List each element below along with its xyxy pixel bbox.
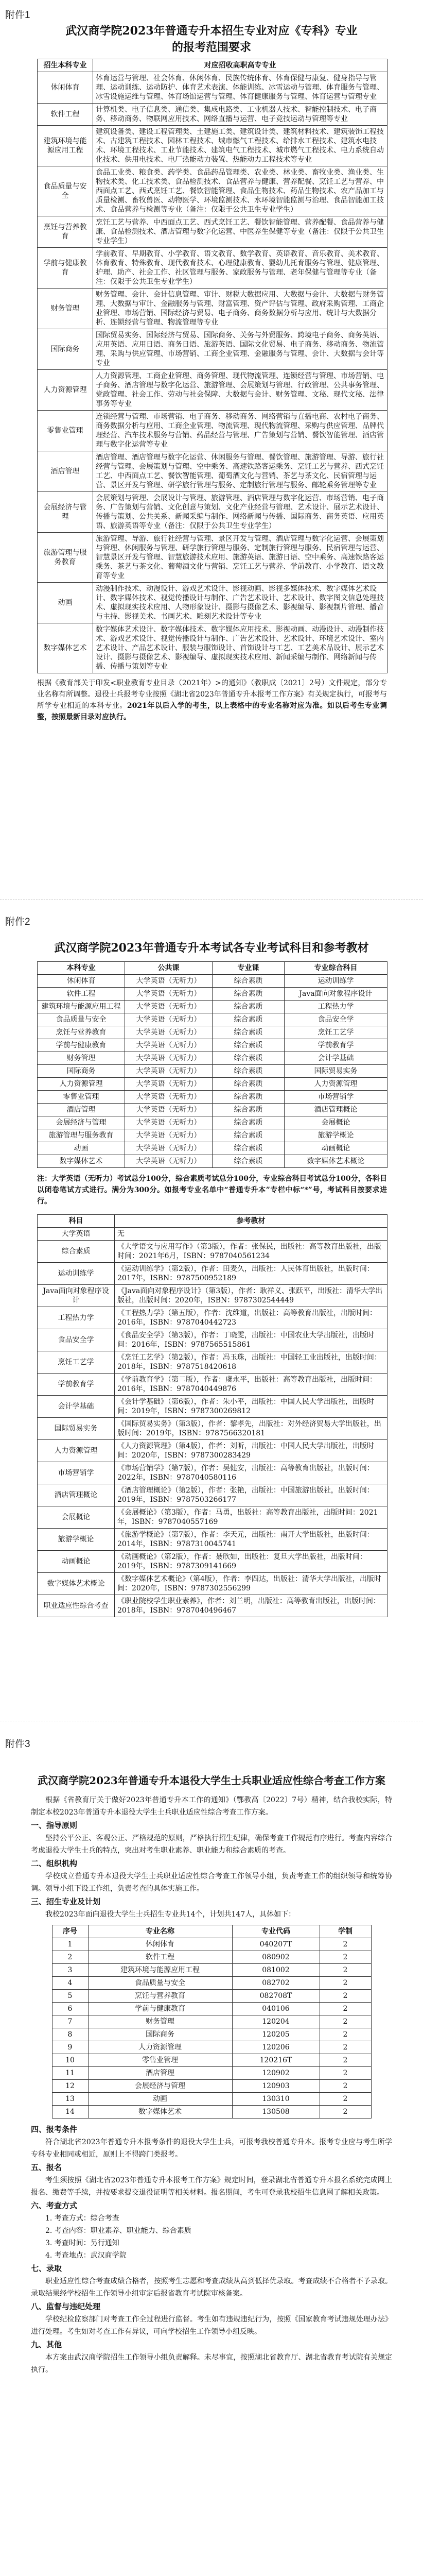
table-row (52, 2003, 371, 2015)
table-row (52, 1938, 371, 1951)
table-cell: 数字媒体艺术 (38, 1155, 125, 1168)
attachment-3-label: 附件3 (5, 1739, 30, 1750)
major-mapping-table (37, 59, 387, 673)
table-cell: 市场营销学 (285, 1091, 387, 1104)
doc3 (0, 1772, 423, 2376)
doc2-note-bold: 如报考专业名单中“普通专升本”专栏中标“*”号，考试科目按要求进行。 (37, 1186, 387, 1206)
table-cell: 动漫制作技术、动漫设计、游戏艺术设计、影视动画、影视多媒体技术、数字媒体艺术设计、数字媒体技术、视觉传播设计与制作、广告艺术设计、艺术设计、数字图文信息处理技术、虚拟现实技术应用、人物形象设计、摄影与摄像艺术、影视编导、影视制片管理、播音与主持、影视美术、书画艺术、雕刻艺术设计等专业 (93, 583, 387, 623)
table-cell: 会计学基础 (38, 1396, 115, 1418)
table-row (38, 1573, 387, 1595)
doc1-note (37, 677, 387, 723)
table-cell: 烹饪与营养教育 (38, 1026, 125, 1039)
table-row (52, 1951, 371, 1964)
table-row (52, 2093, 371, 2106)
table-cell: 人力资源管理 (38, 370, 93, 411)
table-cell: 《运动训练学》（第2版），作者：田麦久，出版社：人民体育出版社，出版时间：2017年，ISBN：9787500952189 (115, 1263, 387, 1285)
table-cell: 会展概论 (38, 1506, 115, 1529)
table-cell: 烹饪工艺学 (285, 1026, 387, 1039)
table-cell: 学前教育学 (38, 1374, 115, 1396)
table-cell: 《旅游学概论》（第7版），作者：李天元，出版社：南开大学出版社，出版时间：2014年，ISBN：9787310045741 (115, 1529, 387, 1551)
table-cell: 大学英语（无听力） (125, 1078, 213, 1091)
table-cell: 数字媒体艺术概论 (38, 1573, 115, 1595)
col-header: 对应招收高职高专专业 (93, 59, 387, 72)
table-cell: 零售业管理 (38, 1091, 125, 1104)
table-cell: 11 (52, 2067, 88, 2080)
table-cell: 2 (320, 1938, 371, 1951)
doc1-note-text: 根据《教育部关于印发<职业教育专业目录（2021年）>的通知》（教职成〔2021〕2号）文件规定，部分专业名称有所调整。退役士兵报考专业按照《湖北省2023年普通专升本报考工作方案》有关规定执行，可报考与所学专业相近的本科专业。 (37, 679, 387, 710)
table-cell: 1 (52, 1938, 88, 1951)
table-cell: 3 (52, 1964, 88, 1977)
table-cell: 2 (320, 1951, 371, 1964)
doc1-note-bold: 2021年以后入学的考生，以上表格中的专业名称对应为准。如以后考生专业调整，按照最新目录对应执行。 (37, 702, 387, 721)
table-cell: 2 (320, 1977, 371, 1990)
table-cell: 酒店管理概论 (285, 1104, 387, 1116)
table-cell: 大学英语 (38, 1228, 115, 1241)
table-cell: 无 (115, 1228, 387, 1241)
table-cell: 人力资源管理 (88, 2041, 232, 2054)
table-cell: 2 (52, 1951, 88, 1964)
table-cell: 会展概论 (285, 1116, 387, 1129)
table-cell: 财务管理 (88, 2015, 232, 2028)
doc1-subtitle: 的报考范围要求 (171, 41, 251, 54)
table-row (52, 2106, 371, 2119)
table-row (38, 248, 387, 289)
table-cell: 13 (52, 2093, 88, 2106)
paragraph: 4. 考查地点：武汉商学院 (45, 2251, 127, 2260)
table-cell: 国际贸易实务 (285, 1065, 387, 1078)
col-header: 学制 (320, 1925, 371, 1938)
section-heading: 五、报名 (31, 2163, 62, 2172)
table-cell: Java面向对象程序设计 (38, 1285, 115, 1307)
table-cell: 大学英语（无听力） (125, 1026, 213, 1039)
table-cell: 学前教育学 (285, 1039, 387, 1052)
table-row (38, 1155, 387, 1168)
table-row (52, 2054, 371, 2067)
table-row (38, 1241, 387, 1263)
table-cell: 《工程热力学》（第五版），作者：沈维道，出版社：高等教育出版社，出版时间：2016年，ISBN：9787040442723 (115, 1307, 387, 1329)
plan-table (52, 1925, 372, 2119)
col-header: 专业课 (213, 962, 285, 975)
table-cell: 大学英语（无听力） (125, 1065, 213, 1078)
table-cell: 软件工程 (88, 1951, 232, 1964)
table-cell: 4 (52, 1977, 88, 1990)
table-row (52, 2015, 371, 2028)
table-cell: 旅游管理与服务教育 (38, 533, 93, 583)
table-cell: 会展经济与管理 (38, 1116, 125, 1129)
table-row (52, 1990, 371, 2003)
section-heading: 一、指导原则 (31, 1821, 78, 1830)
table-cell: 大学英语（无听力） (125, 1142, 213, 1155)
doc2 (0, 940, 423, 1617)
table-row (38, 329, 387, 370)
table-cell: 食品质量与安全 (88, 1977, 232, 1990)
table-row (38, 1263, 387, 1285)
table-cell: 综合素质 (213, 1039, 285, 1052)
table-cell: 会展经济与管理 (38, 492, 93, 533)
table-cell: 综合素质 (213, 1078, 285, 1091)
table-cell: 8 (52, 2028, 88, 2041)
table-cell: 数字媒体艺术概论 (285, 1155, 387, 1168)
table-cell: 综合素质 (213, 988, 285, 1001)
paragraph: 学校纪检监察部门对考查工作全过程进行监督。考生如有违规违纪行为，按照《国家教育考试违规处理办法》进行处理。考生如对考查工作有异议，可向学校招生工作领导小组反映。 (31, 2315, 392, 2336)
doc2-note (37, 1173, 387, 1207)
table-cell: 大学英语（无听力） (125, 975, 213, 988)
table-cell: 酒店管理 (88, 2067, 232, 2080)
table-cell: 《会展概论》（第3版），作者：马勇，出版社：高等教育出版社，出版时间：2021年，ISBN：9787040557169 (115, 1506, 387, 1529)
doc1-title: 武汉商学院2023年普通专升本招生专业对应《专科》专业 (65, 24, 358, 38)
table-row (38, 988, 387, 1001)
table-cell: 会计学基础 (285, 1052, 387, 1065)
table-row (38, 1551, 387, 1573)
table-cell: 大学英语（无听力） (125, 1091, 213, 1104)
table-cell: 人力资源管理 (285, 1078, 387, 1091)
table-cell: 软件工程 (38, 988, 125, 1001)
table-cell: 数字媒体艺术 (88, 2106, 232, 2119)
table-cell: 连锁经营与管理、市场营销、电子商务、移动商务、网络营销与直播电商、农村电子商务、商务数据分析与应用、工商企业管理、物流管理、现代物流管理、采购与供应管理、品牌代理经营、汽车技术服务与营销、药品经营与管理、广告策划与营销、餐饮智能管理、酒店管理与数字化运营等专业 (93, 411, 387, 451)
table-cell: 数字媒体艺术设计、数字媒体技术、数字媒体应用技术、影视动画、动漫设计、动漫制作技术、游戏艺术设计、视觉传播设计与制作、广告艺术设计、艺术设计、环境艺术设计、室内艺术设计、产品艺术设计、服装与服饰设计、首饰设计与工艺、工艺美术品设计、展示艺术设计、摄影与摄像艺术、影视编导、虚拟现实技术应用、新闻采编与制作、网络新闻与传播、传播与策划等专业 (93, 623, 387, 673)
table-cell: 082702 (232, 1977, 320, 1990)
table-cell: 2 (320, 2054, 371, 2067)
col-header: 序号 (52, 1925, 88, 1938)
table-cell: 酒店管理 (38, 451, 93, 492)
table-cell: 大学英语（无听力） (125, 988, 213, 1001)
table-cell: 综合素质 (38, 1241, 115, 1263)
table-row (38, 975, 387, 988)
col-header: 参考教材 (115, 1215, 387, 1228)
table-cell: 综合素质 (213, 1155, 285, 1168)
attachment-1-label: 附件1 (5, 10, 30, 21)
table-cell: 职业适应性综合考查 (38, 1595, 115, 1617)
table-cell: 会展策划与管理、会展设计与管理、旅游管理、酒店管理与数字化运营、市场营销、电子商务、广告策划与营销、文化创意与策划、文化产业经营与管理、艺术设计、展示艺术设计、传播与策划、公共关系、新闻采编与制作、网络新闻与传播、国际商务、商务英语、应用英语、旅游英语等专业（备注：仅限于公共卫生专业学生） (93, 492, 387, 533)
table-cell: 动画 (38, 583, 93, 623)
table-cell: 130310 (232, 2093, 320, 2106)
table-cell: 动画概论 (285, 1142, 387, 1155)
table-cell: 动画 (88, 2093, 232, 2106)
table-cell: 综合素质 (213, 1001, 285, 1013)
table-row (38, 1039, 387, 1052)
table-cell: 学前与健康教育 (38, 1039, 125, 1052)
doc2-title: 武汉商学院2023年普通专升本考试各专业考试科目和参考教材 (54, 941, 369, 955)
table-row (38, 1329, 387, 1351)
table-cell: 体育运营与管理、社会体育、休闲体育、民族传统体育、体育保健与康复、健身指导与管理、运动训练、运动防护、体育艺术表演、体能训练、冰雪运动与管理、体育服务与管理、冰雪设施运维与管理、体育场馆运营与管理、体育健康服务与管理、体育运营与管理专业 (93, 72, 387, 104)
table-row (52, 2028, 371, 2041)
table-row (38, 1529, 387, 1551)
table-row (38, 1595, 387, 1617)
table-cell: 2 (320, 2106, 371, 2119)
table-cell: 国际商务 (88, 2028, 232, 2041)
table-row (38, 1396, 387, 1418)
table-row (38, 72, 387, 104)
table-row (38, 1374, 387, 1396)
table-row (38, 166, 387, 216)
table-row (38, 492, 387, 533)
table-cell: 2 (320, 2015, 371, 2028)
col-header: 招生本科专业 (38, 59, 93, 72)
table-row (38, 1091, 387, 1104)
table-cell: 国际商务 (38, 329, 93, 370)
table-row (38, 1001, 387, 1013)
table-cell: 市场营销学 (38, 1462, 115, 1484)
table-row (52, 1977, 371, 1990)
table-row (38, 1307, 387, 1329)
section-heading: 二、组织机构 (31, 1859, 78, 1868)
table-cell: 旅游学概论 (38, 1529, 115, 1551)
table-cell: 综合素质 (213, 1091, 285, 1104)
table-cell: 人力资源管理 (38, 1440, 115, 1462)
section-heading: 六、考查方式 (31, 2201, 78, 2210)
section-heading: 九、其他 (31, 2340, 62, 2349)
table-row (38, 1104, 387, 1116)
paragraph: 3. 考查时间：另行通知 (45, 2239, 119, 2247)
section-heading: 八、监督与违纪处理 (31, 2302, 101, 2311)
col-header: 专业综合科目 (285, 962, 387, 975)
table-cell: 食品质量与安全 (38, 166, 93, 216)
table-cell: 旅游学概论 (285, 1129, 387, 1142)
table-cell: 《数字媒体艺术概论》（第4版），作者：李四达，出版社：清华大学出版社，出版时间：2020年，ISBN：9787302556299 (115, 1573, 387, 1595)
paragraph: 职业适应性综合考查成绩合格者，按照考生志愿和考查成绩从高到低择优录取。考查成绩不合格者不予录取。录取结果经学校招生工作领导小组审定后报省教育考试院审核备案。 (31, 2277, 392, 2298)
table-row (38, 1026, 387, 1039)
table-cell: 大学英语（无听力） (125, 1039, 213, 1052)
table-cell: 综合素质 (213, 1065, 285, 1078)
table-row (38, 1065, 387, 1078)
table-row (38, 1351, 387, 1374)
table-cell: 2 (320, 2028, 371, 2041)
table-cell: 学前与健康教育 (38, 248, 93, 289)
col-header: 专业代码 (232, 1925, 320, 1938)
table-cell: 综合素质 (213, 1116, 285, 1129)
table-row (38, 1418, 387, 1440)
table-row (38, 451, 387, 492)
table-cell: 人力资源管理、工商企业管理、商务管理、现代物流管理、连锁经营与管理、市场营销、电子商务、酒店管理与数字化运营、旅游管理、会展策划与管理、行政管理、公共事务管理、党政管理、社会工作、劳动与社会保障、大数据与会计、财务管理、文秘、现代文秘、法律事务等专业 (93, 370, 387, 411)
table-cell: 烹饪与营养教育 (88, 1990, 232, 2003)
table-cell: 《食品安全学》（第3版），作者：丁晓雯，出版社：中国农业大学出版社，出版时间：2016年，ISBN：9787565515861 (115, 1329, 387, 1351)
table-row (38, 1285, 387, 1307)
table-cell: 9 (52, 2041, 88, 2054)
table-row (38, 411, 387, 451)
table-cell: 休闲体育 (38, 975, 125, 988)
attachment-2-label: 附件2 (5, 917, 30, 927)
table-cell: 《烹饪工艺学》（第2版），作者：冯玉珠，出版社：中国轻工业出版社，出版时间：2018年，ISBN：9787518420618 (115, 1351, 387, 1374)
table-row (52, 2067, 371, 2080)
table-cell: 081002 (232, 1964, 320, 1977)
table-cell: 综合素质 (213, 1129, 285, 1142)
table-cell: 综合素质 (213, 1026, 285, 1039)
table-cell: 综合素质 (213, 1052, 285, 1065)
table-row (38, 216, 387, 248)
divider (0, 899, 423, 900)
table-cell: 综合素质 (213, 1013, 285, 1026)
table-cell: 国际商务 (38, 1065, 125, 1078)
table-cell: 零售业管理 (38, 411, 93, 451)
table-cell: 建筑环境与能源应用工程 (38, 126, 93, 166)
col-header: 公共课 (125, 962, 213, 975)
table-cell: 酒店管理、酒店管理与数字化运营、休闲服务与管理、餐饮管理、旅游管理、导游、旅行社经营与管理、会展策划与管理、空中乘务、高速铁路客运乘务、烹饪工艺与营养、西式烹饪工艺、中西面点工艺、餐饮智能管理、葡萄酒文化与营销、茶艺与茶文化、民宿管理与运营、景区开发与管理、研学旅行管理与服务、定制旅行管理与服务、邮轮乘务管理等专业 (93, 451, 387, 492)
table-cell: 《国际贸易实务》（第3版），作者：黎孝先，出版社：对外经济贸易大学出版社，出版时间：2019年，ISBN：9787566320181 (115, 1418, 387, 1440)
paragraph: 学校成立普通专升本退役大学生士兵职业适应性综合考查工作领导小组，负责考查工作的组织领导和统筹协调。领导小组下设工作组，负责考查的具体实施工作。 (31, 1872, 392, 1893)
table-cell: 6 (52, 2003, 88, 2015)
table-cell: 旅游管理、导游、旅行社经营与管理、景区开发与管理、酒店管理与数字化运营、会展策划与管理、休闲服务与管理、研学旅行管理与服务、定制旅行管理与服务、民宿管理与运营、智慧景区开发与管理、智慧旅游技术应用、旅游英语、旅游日语、空中乘务、高速铁路客运乘务、茶艺与茶文化、葡萄酒文化与营销、烹饪工艺与营养、学前教育、小学教育、语文教育等专业 (93, 533, 387, 583)
table-cell: 2 (320, 2093, 371, 2106)
table-cell: 烹饪工艺学 (38, 1351, 115, 1374)
table-cell: 130508 (232, 2106, 320, 2119)
table-cell: 2 (320, 1964, 371, 1977)
table-cell: 大学英语（无听力） (125, 1104, 213, 1116)
doc3-intro: 根据《省教育厅关于做好2023年普通专升本工作的通知》（鄂教高〔2022〕7号）精神，结合我校实际，特制定本校2023年普通专升本退役大学生士兵职业适应性综合考查工作方案。 (31, 1796, 392, 1817)
section-heading: 七、录取 (31, 2264, 62, 2273)
table-cell: 《动画概论》（第2版），作者：聂欣如，出版社：复旦大学出版社，出版时间：2019年，ISBN：9787309141669 (115, 1551, 387, 1573)
table-row (38, 104, 387, 126)
table-row (38, 289, 387, 329)
table-cell: 2 (320, 2003, 371, 2015)
table-cell: 2 (320, 1990, 371, 2003)
table-cell: 食品安全学 (285, 1013, 387, 1026)
table-row (52, 2041, 371, 2054)
table-cell: 数字媒体艺术 (38, 623, 93, 673)
paragraph: 符合湖北省2023年普通专升本报考条件的退役大学生士兵，可报考我校普通专升本。报考专业应与考生所学专科专业相同或相近，原则上不得跨门类报考。 (31, 2138, 392, 2159)
table-row (38, 370, 387, 411)
table-row (38, 533, 387, 583)
table-row (38, 583, 387, 623)
table-cell: 酒店管理概论 (38, 1484, 115, 1506)
table-cell: 10 (52, 2054, 88, 2067)
table-cell: 《大学语文与应用写作》（第3版），作者：张保民，出版社：高等教育出版社，出版时间：2021年6月，ISBN：9787040561234 (115, 1241, 387, 1263)
table-cell: 120903 (232, 2080, 320, 2093)
table-cell: 《会计学基础》（第6版），作者：朱小平，出版社：中国人民大学出版社，出版时间：2019年，ISBN：9787300269812 (115, 1396, 387, 1418)
table-cell: 综合素质 (213, 1142, 285, 1155)
table-cell: 大学英语（无听力） (125, 1116, 213, 1129)
table-cell: 会展经济与管理 (88, 2080, 232, 2093)
table-row (38, 1129, 387, 1142)
table-cell: 《职业院校学生职业素养》，作者：刘兰明，出版社：高等教育出版社，出版时间：2018年，ISBN：9787040496467 (115, 1595, 387, 1617)
table-cell: 旅游管理与服务教育 (38, 1129, 125, 1142)
table-row (38, 1078, 387, 1091)
table-row (38, 126, 387, 166)
table-cell: 《学前教育学》（第二版），作者：虞永平，出版社：高等教育出版社，出版时间：2016年，ISBN：9787040449876 (115, 1374, 387, 1396)
section-heading: 三、招生专业及计划 (31, 1897, 101, 1906)
table-cell: 建筑环境与能源应用工程 (88, 1964, 232, 1977)
table-row (38, 1462, 387, 1484)
table-cell: 零售业管理 (88, 2054, 232, 2067)
table-cell: 综合素质 (213, 1104, 285, 1116)
table-cell: 120206 (232, 2041, 320, 2054)
table-row (38, 1228, 387, 1241)
table-cell: 财务管理 (38, 289, 93, 329)
table-cell: 大学英语（无听力） (125, 1052, 213, 1065)
table-cell: 动画概论 (38, 1551, 115, 1573)
table-cell: 12 (52, 2080, 88, 2093)
col-header: 科目 (38, 1215, 115, 1228)
table-cell: 学前教育、早期教育、小学教育、语文教育、数学教育、英语教育、音乐教育、美术教育、体育教育、特殊教育、现代教育技术、心理健康教育、婴幼儿托育服务与管理、健康管理、护理、助产、社会工作、社区管理与服务、家政服务与管理、老年保健与管理等专业（备注：仅限于公共卫生专业学生） (93, 248, 387, 289)
table-cell: 学前与健康教育 (88, 2003, 232, 2015)
table-cell: 040207T (232, 1938, 320, 1951)
doc1 (0, 23, 423, 723)
section-heading: 四、报考条件 (31, 2125, 78, 2134)
table-cell: 《人力资源管理》（第4版），作者：刘昕，出版社：中国人民大学出版社，出版时间：2020年，ISBN：9787300283429 (115, 1440, 387, 1462)
table-cell: 综合素质 (213, 975, 285, 988)
table-cell: 工程热力学 (285, 1001, 387, 1013)
table-cell: 酒店管理 (38, 1104, 125, 1116)
table-row (52, 2080, 371, 2093)
table-cell: 工程热力学 (38, 1307, 115, 1329)
table-cell: 2 (320, 2041, 371, 2054)
paragraph: 考生须按照《湖北省2023年普通专升本报考工作方案》规定时间，登录湖北省普通专升本报名系统完成网上报名、缴费等手续，并按要求提交退役证明等相关材料。报名期间，考生可登录我校招生信息网了解相关政策。 (31, 2176, 392, 2197)
exam-subject-table (37, 961, 387, 1168)
table-cell: 建筑设备类、建设工程管理类、土建施工类、建筑设计类、建筑材料技术、建筑装饰工程技术、古建筑工程技术、园林工程技术、城市燃气工程技术、给排水工程技术、建筑水电技术、环境工程技术、工业节能技术、建筑电气工程技术、城市燃气工程技术、电力系统自动化技术、供用电技术、电厂热能动力装置、热能动力工程技术等专业 (93, 126, 387, 166)
table-cell: 运动训练学 (285, 975, 387, 988)
table-cell: 国际贸易实务 (38, 1418, 115, 1440)
table-cell: 计算机类、电子信息类、通信类、集成电路类、工业机器人技术、智能控制技术、电子商务、移动商务、物联网应用技术、网络直播与运营、电子竞技运动与管理等专业 (93, 104, 387, 126)
table-row (38, 1440, 387, 1462)
paragraph: 坚持公平公正、客观公正、严格规范的原则，严格执行招生纪律，确保考查工作规范有序进行。考查内容综合考虑退役大学生士兵的特点，突出对考生职业素养、职业能力和综合素质的考查。 (31, 1834, 392, 1855)
table-cell: 2 (320, 2067, 371, 2080)
table-cell: 建筑环境与能源应用工程 (38, 1001, 125, 1013)
paragraph: 1. 考查方式：综合考查 (45, 2214, 119, 2223)
col-header: 本科专业 (38, 962, 125, 975)
table-cell: 运动训练学 (38, 1263, 115, 1285)
table-cell: 休闲体育 (38, 72, 93, 104)
table-cell: 7 (52, 2015, 88, 2028)
table-cell: 040106 (232, 2003, 320, 2015)
table-cell: 120902 (232, 2067, 320, 2080)
table-row (38, 623, 387, 673)
doc3-title: 武汉商学院2023年普通专升本退役大学生士兵职业适应性综合考查工作方案 (38, 1774, 385, 1787)
table-row (38, 1142, 387, 1155)
table-row (38, 1013, 387, 1026)
table-cell: 120216T (232, 2054, 320, 2067)
doc2-note-text: 注：大学英语（无听力）考试总分100分，综合素质考试总分100分，专业综合科目考试总分100分，各科目以闭卷笔试方式进行。满分为300分。 (37, 1175, 387, 1194)
table-cell: 《酒店管理概论》（第2版），作者：张艳，出版社：中国旅游出版社，出版时间：2019年，ISBN：9787503266177 (115, 1484, 387, 1506)
table-cell: 烹饪工艺与营养、中西面点工艺、西式烹饪工艺、餐饮智能管理、营养配餐、食品营养与健康、食品检测技术、酒店管理与数字化运营、中医养生保健等专业（备注：仅限于公共卫生专业学生） (93, 216, 387, 248)
table-cell: 动画 (38, 1142, 125, 1155)
table-cell: 120204 (232, 2015, 320, 2028)
table-cell: 财务管理、会计、会计信息管理、审计、财税大数据应用、大数据与会计、大数据与财务管理、大数据与审计、金融服务与管理、财富管理、资产评估与管理、政府采购管理、工商企业管理、市场营销、国际经济与贸易、电子商务、商务数据分析与应用、统计与大数据分析、连锁经营与管理、物流管理等专业 (93, 289, 387, 329)
table-cell: 人力资源管理 (38, 1078, 125, 1091)
table-cell: 2 (320, 2080, 371, 2093)
table-cell: 软件工程 (38, 104, 93, 126)
table-cell: 食品安全学 (38, 1329, 115, 1351)
table-cell: 5 (52, 1990, 88, 2003)
paragraph: 2. 考查内容：职业素养、职业能力、综合素质 (45, 2227, 191, 2235)
paragraph: 本方案由武汉商学院招生工作领导小组负责解释。未尽事宜，按照湖北省教育厅、湖北省教育考试院有关规定执行。 (31, 2353, 392, 2374)
table-cell: 国际贸易实务、国际经济与贸易、国际商务、关务与外贸服务、跨境电子商务、商务英语、应用英语、应用日语、商务日语、旅游英语、国际文化贸易、电子商务、移动商务、物流管理、采购与供应管理、市场营销、工商企业管理、金融服务与管理、会计、大数据与会计等专业 (93, 329, 387, 370)
table-cell: 《Java面向对象程序设计》（第3版），作者：耿祥义、张跃平，出版社：清华大学出版社，出版时间：2020年，ISBN：9787302544449 (115, 1285, 387, 1307)
col-header: 专业名称 (88, 1925, 232, 1938)
table-cell: 120205 (232, 2028, 320, 2041)
table-cell: 大学英语（无听力） (125, 1155, 213, 1168)
table-cell: 休闲体育 (88, 1938, 232, 1951)
table-cell: 大学英语（无听力） (125, 1001, 213, 1013)
table-row (52, 1964, 371, 1977)
table-cell: 大学英语（无听力） (125, 1129, 213, 1142)
table-cell: 14 (52, 2106, 88, 2119)
table-row (38, 1052, 387, 1065)
table-cell: Java面向对象程序设计 (285, 988, 387, 1001)
table-row (38, 1116, 387, 1129)
table-cell: 082708T (232, 1990, 320, 2003)
table-cell: 财务管理 (38, 1052, 125, 1065)
table-cell: 《市场营销学》（第7版），作者：吴健安，出版社：高等教育出版社，出版时间：2022年，ISBN：9787040580116 (115, 1462, 387, 1484)
paragraph: 我校2023年面向退役大学生士兵招生专业共14个，计划共147人，具体如下： (45, 1910, 296, 1919)
table-cell: 大学英语（无听力） (125, 1013, 213, 1026)
table-cell: 080902 (232, 1951, 320, 1964)
textbook-table (37, 1214, 387, 1617)
table-cell: 食品质量与安全 (38, 1013, 125, 1026)
table-row (38, 1484, 387, 1506)
table-cell: 食品工业类、粮食类、药学类、食品药品管理类、农业类、林业类、畜牧业类、渔业类、生物技术类、化工技术类、食品检测技术、食品营养与健康、营养配餐、烹饪工艺与营养、中西面点工艺、西式烹饪工艺、餐饮智能管理、食品生物技术、药品生物技术、农产品加工与质量检测、畜牧兽医、动物医学、环境监测技术、水环境智能监测与治理、食品智能加工技术、食品营养与检测等专业（备注：仅限于公共卫生专业学生） (93, 166, 387, 216)
table-row (38, 1506, 387, 1529)
table-cell: 烹饪与营养教育 (38, 216, 93, 248)
